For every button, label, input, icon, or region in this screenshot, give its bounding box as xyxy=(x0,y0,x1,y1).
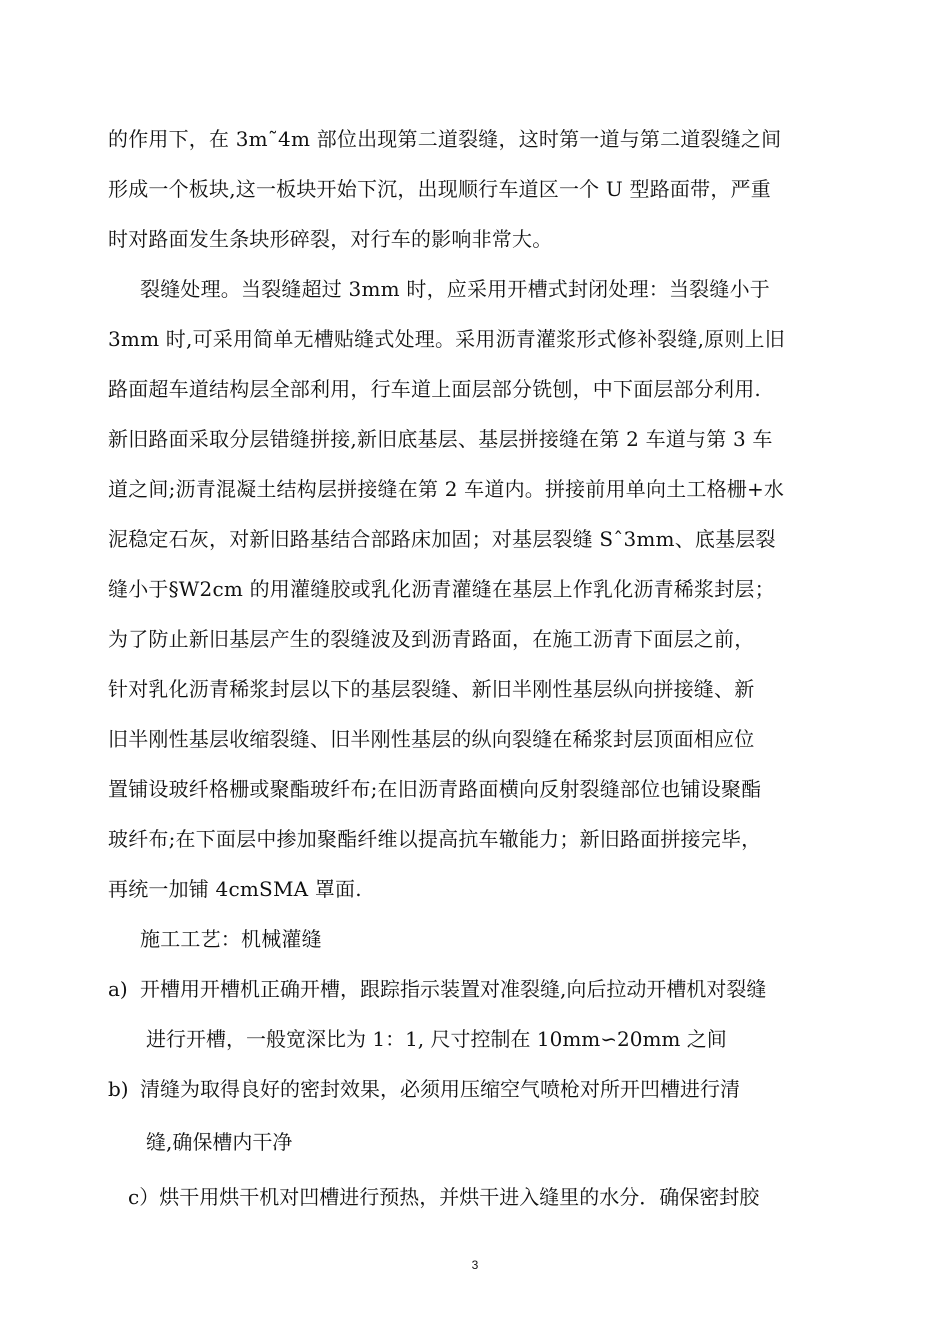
paragraph-line: 路面超车道结构层全部利用，行车道上面层部分铣刨，中下面层部分利用. xyxy=(108,377,761,401)
paragraph-line: 裂缝处理。当裂缝超过 3mm 时，应采用开槽式封闭处理：当裂缝小于 xyxy=(140,277,770,301)
paragraph-line: 新旧路面采取分层错缝拼接,新旧底基层、基层拼接缝在第 2 车道与第 3 车 xyxy=(108,427,773,451)
list-item-b-line1: 清缝为取得良好的密封效果，必须用压缩空气喷枪对所开凹槽进行清 xyxy=(140,1077,740,1101)
paragraph-line: 缝小于§W2cm 的用灌缝胶或乳化沥青灌缝在基层上作乳化沥青稀浆封层； xyxy=(108,577,775,601)
paragraph-line: 旧半刚性基层收缩裂缝、旧半刚性基层的纵向裂缝在稀浆封层顶面相应位 xyxy=(108,727,755,751)
page-number: 3 xyxy=(471,1258,479,1272)
paragraph-line: 形成一个板块,这一板块开始下沉，出现顺行车道区一个 U 型路面带，严重 xyxy=(108,177,771,201)
paragraph-line: 道之间;沥青混凝土结构层拼接缝在第 2 车道内。拼接前用单向土工格栅+水 xyxy=(108,477,785,501)
paragraph-line: 针对乳化沥青稀浆封层以下的基层裂缝、新旧半刚性基层纵向拼接缝、新 xyxy=(108,677,755,701)
list-label-a: a) xyxy=(108,977,128,1001)
paragraph-line: 时对路面发生条块形碎裂，对行车的影响非常大。 xyxy=(108,227,553,251)
paragraph-line: 置铺设玻纤格栅或聚酯玻纤布;在旧沥青路面横向反射裂缝部位也铺设聚酯 xyxy=(108,777,762,801)
list-item-c-line1: c）烘干用烘干机对凹槽进行预热，并烘干进入缝里的水分．确保密封胶 xyxy=(128,1185,760,1209)
paragraph-line: 泥稳定石灰，对新旧路基结合部路床加固；对基层裂缝 Sˆ3mm、底基层裂 xyxy=(108,527,776,551)
paragraph-line: 的作用下，在 3m˜4m 部位出现第二道裂缝，这时第一道与第二道裂缝之间 xyxy=(108,127,782,151)
section-heading: 施工工艺：机械灌缝 xyxy=(140,927,322,951)
list-item-a-line2: 进行开槽，一般宽深比为 1：1, 尺寸控制在 10mm∽20mm 之间 xyxy=(146,1027,727,1051)
list-item-b-line2: 缝,确保槽内干净 xyxy=(146,1130,293,1154)
list-label-b: b) xyxy=(108,1077,129,1101)
list-item-a-line1: 开槽用开槽机正确开槽，跟踪指示装置对准裂缝,向后拉动开槽机对裂缝 xyxy=(140,977,767,1001)
paragraph-line: 再统一加铺 4cmSMA 罩面. xyxy=(108,877,362,901)
paragraph-line: 玻纤布;在下面层中掺加聚酯纤维以提高抗车辙能力；新旧路面拼接完毕， xyxy=(108,827,762,851)
paragraph-line: 为了防止新旧基层产生的裂缝波及到沥青路面，在施工沥青下面层之前， xyxy=(108,627,755,651)
paragraph-line: 3mm 时,可采用简单无槽贴缝式处理。采用沥青灌浆形式修补裂缝,原则上旧 xyxy=(108,327,785,351)
